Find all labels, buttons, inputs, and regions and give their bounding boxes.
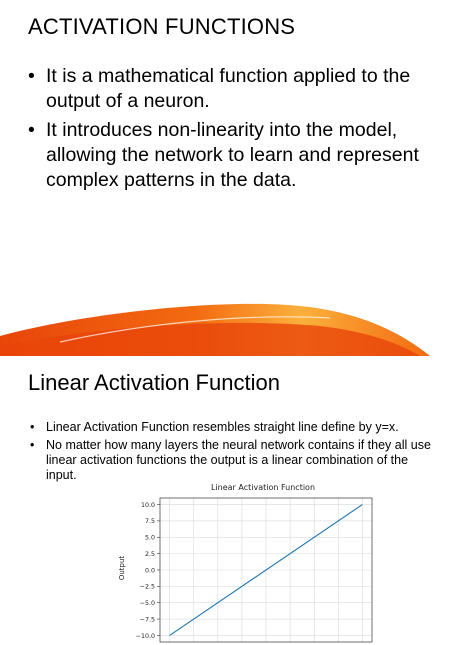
orange-wave-decoration [0, 296, 474, 360]
bullet-text: Linear Activation Function resembles straight line define by y=x. [46, 420, 399, 434]
bullet-list [28, 64, 458, 197]
bullet-icon: • [30, 420, 35, 434]
bullet-icon: • [30, 438, 35, 452]
bullet-icon: • [28, 119, 35, 141]
bullet-icon: • [28, 65, 35, 87]
y-tick-label: 7.5 [144, 518, 155, 526]
bullet-text: No matter how many layers the neural network contains if they all use linear activation functions the output is a linear combination of the input. [46, 438, 431, 482]
linear-activation-chart [110, 480, 380, 645]
chart-svg [110, 480, 380, 640]
bullet-list [30, 420, 440, 486]
bullet-item [28, 64, 458, 114]
slide-title: ACTIVATION FUNCTIONS [28, 14, 296, 39]
y-tick-label: −7.5 [139, 616, 155, 624]
y-tick-label: −10.0 [135, 632, 155, 640]
y-tick-label: 5.0 [144, 534, 155, 542]
y-tick-label: −5.0 [139, 600, 155, 608]
y-tick-label: 2.5 [144, 550, 155, 558]
bullet-item [30, 420, 440, 435]
chart-ylabel: Output [118, 555, 126, 581]
slide-title: Linear Activation Function [28, 370, 280, 395]
chart-title: Linear Activation Function [210, 483, 316, 492]
bullet-item [30, 438, 440, 483]
bullet-text: It introduces non-linearity into the model, allowing the network to learn and represent complex patterns in the data. [46, 119, 419, 191]
slide-linear-activation [0, 360, 474, 640]
bullet-text: It is a mathematical function applied to the output of a neuron. [46, 65, 411, 112]
y-tick-label: 10.0 [140, 501, 155, 509]
bullet-item [28, 118, 458, 193]
y-tick-label: −2.5 [139, 583, 155, 591]
y-tick-label: 0.0 [144, 567, 155, 575]
